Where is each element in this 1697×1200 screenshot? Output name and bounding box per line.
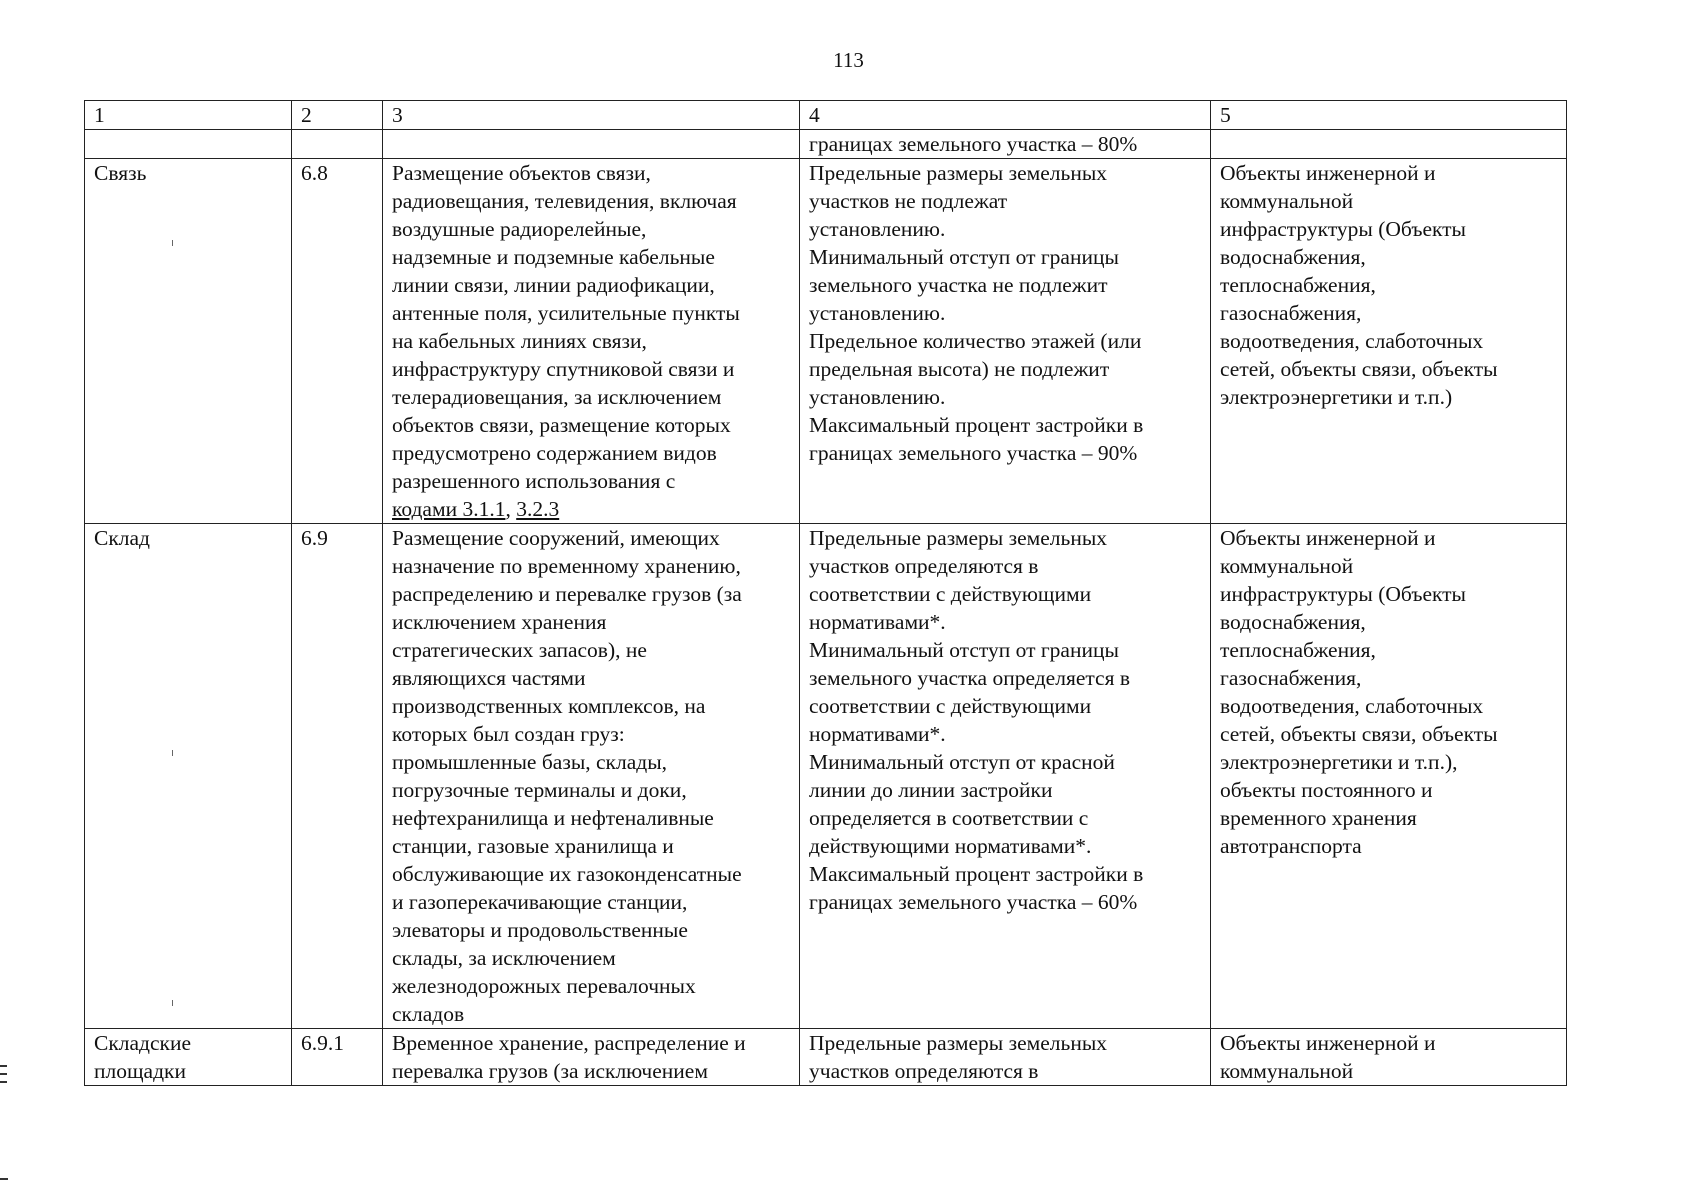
use-code: 6.8 [292, 159, 383, 524]
use-auxiliary: Объекты инженерной и коммунальной [1211, 1029, 1567, 1086]
continuation-row [85, 130, 1567, 159]
use-name: Связь [85, 159, 292, 524]
scan-mark [172, 240, 173, 246]
scan-edge-marks [0, 1065, 7, 1089]
cont-cell-5 [1211, 130, 1567, 159]
use-code: 6.9 [292, 524, 383, 1029]
description-text: Размещение объектов связи, радиовещания, телевидения, включая воздушные радиорелейные, надземные и подземные кабельные линии связи, линии радиофикации, антенные поля, усилительные пункты на кабельных линиях связи, инфраструктуру спутниковой связи и телерадиовещания, за исключением объектов связи, размещение которых предусмотрено содержанием видов разрешенного использования с [392, 161, 740, 493]
use-auxiliary: Объекты инженерной и коммунальной инфраструктуры (Объекты водоснабжения, теплоснабжения, газоснабжения, водоотведения, слаботочных сетей, объекты связи, объекты электроэнергетики и т.п.), объекты постоянного и временного хранения автотранспорта [1211, 524, 1567, 1029]
use-description: Размещение сооружений, имеющих назначение по временному хранению, распределению и перевалке грузов (за исключением хранения стратегических запасов), не являющихся частями производственных комплексов, на которых был создан груз: промышленные базы, склады, погрузочные терминалы и доки, нефтехранилища и нефтеналивные станции, газовые хранилища и обслуживающие их газоконденсатные и газоперекачивающие станции, элеваторы и продовольственные склады, за исключением железнодорожных перевалочных складов [383, 524, 800, 1029]
use-parameters: Предельные размеры земельных участков определяются в соответствии с действующими нормативами*. Минимальный отступ от границы земельного участка определяется в соответствии с действующими нормативами*. Минимальный отступ от красной линии до линии застройки определяется в соответствии с действующими нормативами*. Максимальный процент застройки в границах земельного участка – 60% [800, 524, 1211, 1029]
link-separator: , [505, 497, 517, 521]
zoning-table [84, 100, 1567, 1086]
page-number: 113 [833, 48, 864, 72]
use-name: Складские площадки [85, 1029, 292, 1086]
header-col-4: 4 [800, 101, 1211, 130]
cont-cell-3 [383, 130, 800, 159]
cont-cell-2 [292, 130, 383, 159]
scan-mark [172, 1000, 173, 1006]
use-parameters: Предельные размеры земельных участков не подлежат установлению. Минимальный отступ от границы земельного участка не подлежит установлению. Предельное количество этажей (или предельная высота) не подлежит установлению. Максимальный процент застройки в границах земельного участка – 90% [800, 159, 1211, 524]
scan-edge-dash [0, 1178, 8, 1180]
header-col-2: 2 [292, 101, 383, 130]
header-col-1: 1 [85, 101, 292, 130]
use-name: Склад [85, 524, 292, 1029]
code-link-3-2-3[interactable]: 3.2.3 [516, 497, 560, 521]
use-parameters: Предельные размеры земельных участков определяются в [800, 1029, 1211, 1086]
use-description [383, 159, 800, 524]
header-col-3: 3 [383, 101, 800, 130]
header-row [85, 101, 1567, 130]
use-code: 6.9.1 [292, 1029, 383, 1086]
scan-mark [172, 750, 173, 756]
header-col-5: 5 [1211, 101, 1567, 130]
table-row [85, 1029, 1567, 1086]
cont-cell-1 [85, 130, 292, 159]
table-row [85, 524, 1567, 1029]
code-link-3-1-1[interactable]: кодами 3.1.1 [392, 497, 506, 521]
use-description: Временное хранение, распределение и перевалка грузов (за исключением [383, 1029, 800, 1086]
cont-cell-4: границах земельного участка – 80% [800, 130, 1211, 159]
table-row [85, 159, 1567, 524]
use-auxiliary: Объекты инженерной и коммунальной инфраструктуры (Объекты водоснабжения, теплоснабжения, газоснабжения, водоотведения, слаботочных сетей, объекты связи, объекты электроэнергетики и т.п.) [1211, 159, 1567, 524]
